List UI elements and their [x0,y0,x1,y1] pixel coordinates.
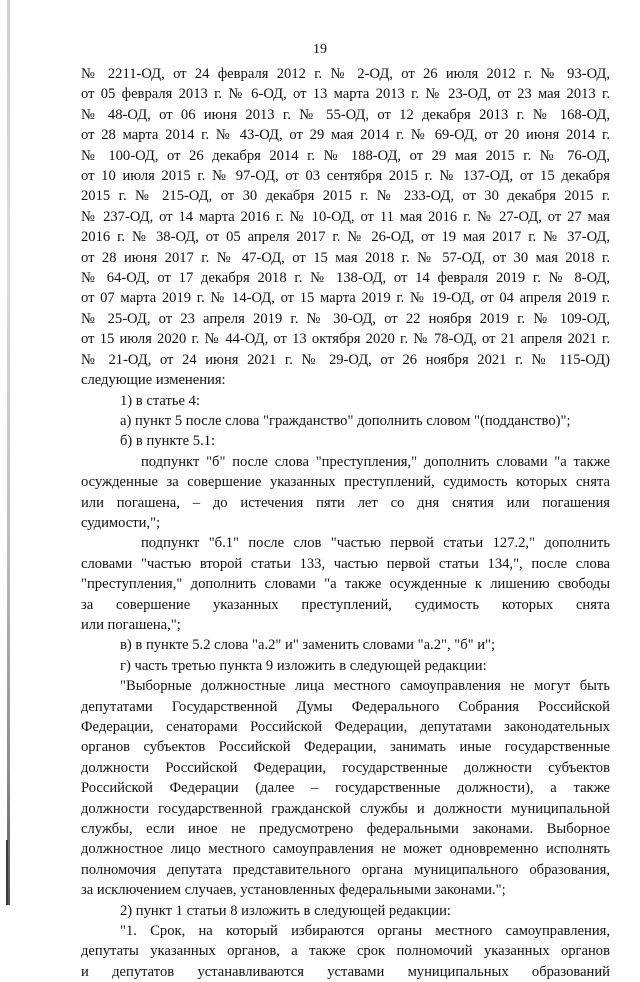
text-line: депутатами Государственной Думы Федерального Собрания Российской [81,698,610,715]
text-line: № 64-ОД, от 17 декабря 2018 г. № 138-ОД, от 14 февраля 2019 г. № 8-ОД, [81,270,610,287]
text-line: или погашена, – до истечения пяти лет со дня снятия или погашения [81,494,610,511]
text-line: и депутатов устанавливаются уставами муниципальных образований [81,963,610,980]
text-line: за исключением случаев, установленных федеральными законами."; [81,882,506,899]
text-line: 2015 г. № 215-ОД, от 30 декабря 2015 г. № 233-ОД, от 30 декабря 2015 г. [81,188,610,205]
text-line: должностное лицо местного самоуправления не может одновременно исполнять [81,841,610,858]
text-line: в) в пункте 5.2 слова "а.2" и" заменить словами "а.2", "б" и"; [120,637,496,654]
text-line: 2) пункт 1 статьи 8 изложить в следующей редакции: [120,902,451,919]
text-line: г) часть третью пункта 9 изложить в следующей редакции: [120,657,487,674]
text-line: должности государственной гражданской службы и должности муниципальной [81,800,610,817]
text-line: следующие изменения: [81,372,226,389]
text-line: "преступления," дополнить словами "а также осужденные к лишению свободы [81,576,610,593]
text-line: Российской Федерации (далее – государственные должности), а также [81,780,610,797]
text-line: б) в пункте 5.1: [120,433,216,450]
left-scan-edge-dark [6,840,8,905]
text-line: Федерации, сенаторами Российской Федерации, депутатами законодательных [81,719,610,735]
text-line: или погашена,"; [81,616,181,633]
text-line: словами "частью второй статьи 133, частью первой статьи 134,", после слова [81,555,610,572]
text-line: "Выборные должностные лица местного самоуправления не могут быть [120,678,610,695]
text-line: за совершение указанных преступлений, судимость которых снята [81,596,610,613]
page-number: 19 [313,42,327,57]
text-line: судимости,"; [81,514,161,531]
text-line: полномочия депутата представительного органа муниципального образования, [81,861,610,878]
text-line: от 05 февраля 2013 г. № 6-ОД, от 13 марта 2013 г. № 23-ОД, от 23 мая 2013 г. [81,86,610,103]
text-line: от 28 марта 2014 г. № 43-ОД, от 29 мая 2014 г. № 69-ОД, от 20 июня 2014 г. [81,127,610,144]
text-line: от 28 июня 2017 г. № 47-ОД, от 15 мая 2018 г. № 57-ОД, от 30 мая 2018 г. [81,249,610,266]
text-line: органов субъектов Российской Федерации, занимать иные государственные [81,739,610,756]
text-line: № 21-ОД, от 24 июня 2021 г. № 29-ОД, от 26 ноября 2021 г. № 115-ОД) [81,351,610,368]
text-line: подпункт "б.1" после слов "частью первой статьи 127.2," дополнить [141,535,610,552]
text-line: от 15 июля 2020 г. № 44-ОД, от 13 октября 2020 г. № 78-ОД, от 21 апреля 2021 г. [81,331,610,348]
text-line: № 100-ОД, от 26 декабря 2014 г. № 188-ОД, от 29 мая 2015 г. № 76-ОД, [81,147,610,164]
text-line: подпункт "б" после слова "преступления," дополнить словами "а также [141,453,610,470]
left-scan-edge [7,0,10,905]
text-line: должности Российской Федерации, государственные должности субъектов [81,759,610,776]
document-body [81,64,610,982]
text-line: № 237-ОД, от 14 марта 2016 г. № 10-ОД, от 11 мая 2016 г. № 27-ОД, от 27 мая [81,208,610,225]
text-line: № 2211-ОД, от 24 февраля 2012 г. № 2-ОД, от 26 июля 2012 г. № 93-ОД, [81,66,610,82]
text-line: службы, если иное не предусмотрено федеральными законами. Выборное [81,821,610,838]
text-line: № 48-ОД, от 06 июня 2013 г. № 55-ОД, от 12 декабря 2013 г. № 168-ОД, [81,106,610,123]
text-line: а) пункт 5 после слова "гражданство" дополнить словом "(подданство)"; [120,412,571,429]
text-line: № 25-ОД, от 23 апреля 2019 г. № 30-ОД, от 22 ноября 2019 г. № 109-ОД, [81,310,610,327]
text-line: от 07 марта 2019 г. № 14-ОД, от 15 марта 2019 г. № 19-ОД, от 04 апреля 2019 г. [81,290,610,307]
text-line: депутаты указанных органов, а также срок полномочий указанных органов [81,943,610,960]
text-line: осужденные за совершение указанных преступлений, судимость которых снята [81,474,610,491]
text-line: 2016 г. № 38-ОД, от 05 апреля 2017 г. № 26-ОД, от 19 мая 2017 г. № 37-ОД, [81,229,610,246]
text-line: от 10 июля 2015 г. № 97-ОД, от 03 сентября 2015 г. № 137-ОД, от 15 декабря [81,168,610,185]
text-line: 1) в статье 4: [120,392,200,409]
text-line: "1. Срок, на который избираются органы местного самоуправления, [120,923,610,940]
